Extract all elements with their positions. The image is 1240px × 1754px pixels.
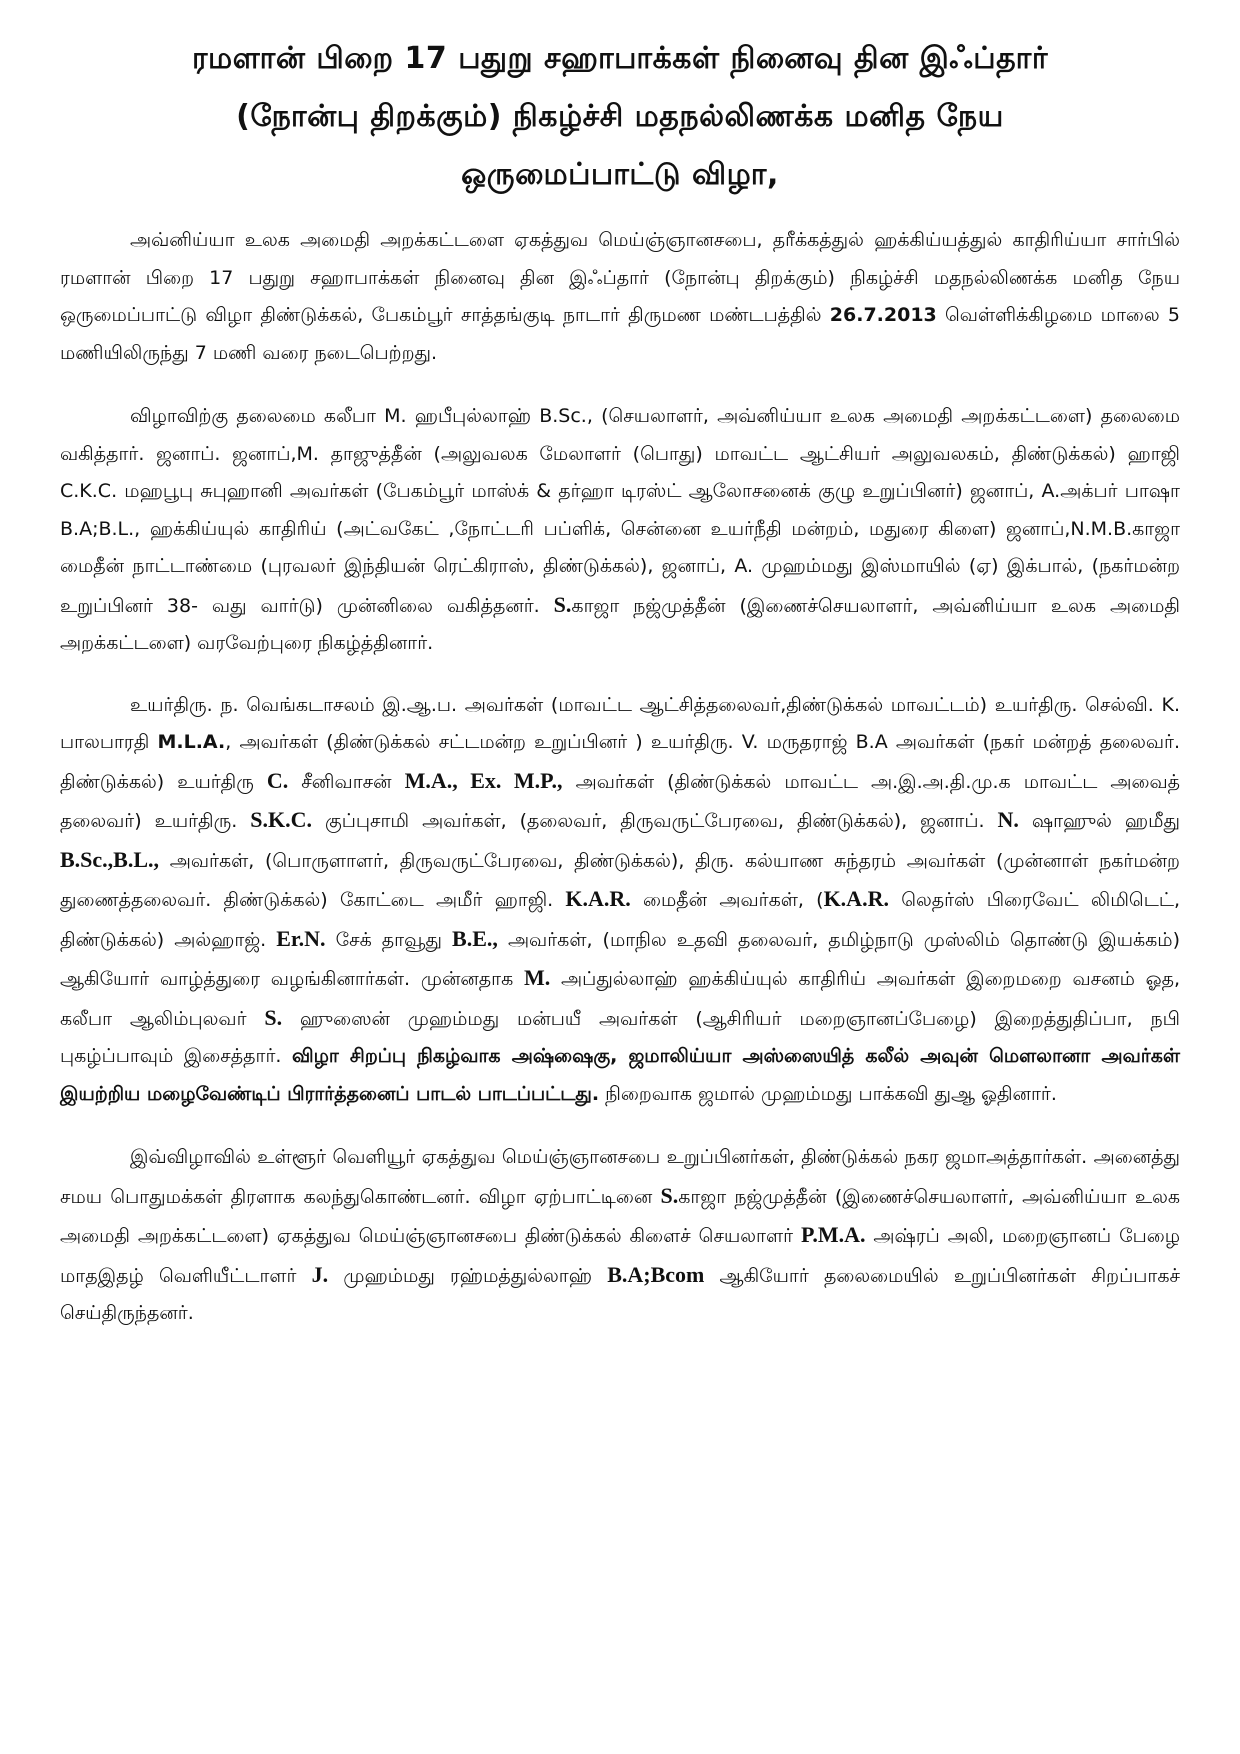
p4-pma: P.M.A.	[800, 1222, 866, 1247]
p4-text-3: அஷ்ரப் அலி, மறைஞானப் பேழை மாதஇதழ் வெளியீட்டாளர்	[60, 1225, 1180, 1287]
p3-m: M.	[524, 965, 551, 990]
p3-kar-2: K.A.R.	[823, 886, 889, 911]
p4-j: J.	[311, 1261, 329, 1287]
p4-text-5: ஆகியோர் தலைமையில் உறுப்பினர்கள் சிறப்பாகச் செய்திருந்தனர்.	[60, 1264, 1180, 1324]
p3-text-14: நிறைவாக ஜமால் முஹம்மது பாக்கவி துஆ ஓதினார்.	[599, 1082, 1057, 1105]
paragraph-2-initial: S.	[553, 591, 572, 617]
p3-kar-1: K.A.R.	[565, 886, 631, 911]
paragraph-1-text-b: வெள்ளிக்கிழமை மாலை 5 மணியிலிருந்து 7 மணி வரை நடைபெற்றது.	[60, 304, 1180, 364]
paragraph-1	[60, 222, 1180, 372]
paragraph-1-text-a: அவ்னிய்யா உலக அமைதி அறக்கட்டளை ஏகத்துவ மெய்ஞ்ஞானசபை, தரீக்கத்துல் ஹக்கிய்யத்துல் காதிரிய்யா சார்பில் ரமளான் பிறை 17 பதுறு சஹாபாக்கள் நினைவு தின இஃப்தார் (நோன்பு திறக்கும்) நிகழ்ச்சி மதநல்லிணக்க மனித நேய ஒருமைப்பாட்டு விழா திண்டுக்கல், பேகம்பூர் சாத்தங்குடி நாடார் திருமண மண்டபத்தில்	[60, 229, 1180, 326]
p3-text-4: அவர்கள் (திண்டுக்கல் மாவட்ட அ.இ.அ.தி.மு.க மாவட்ட அவைத் தலைவர்) உயர்திரு.	[60, 770, 1181, 832]
p3-s: S.	[264, 1004, 283, 1030]
p3-text-1: உயர்திரு. ந. வெங்கடாசலம் இ.ஆ.ப. அவர்கள் (மாவட்ட ஆட்சித்தலைவர்,திண்டுக்கல் மாவட்டம்) உயர்திரு. செல்வி. K. பாலபாரதி	[60, 693, 1180, 753]
p3-text-13: ஹுஸைன் முஹம்மது மன்பயீ அவர்கள் (ஆசிரியர் மறைஞானப்பேழை) இறைத்துதிப்பா, நபி புகழ்ப்பாவும் இசைத்தார்.	[60, 1007, 1180, 1067]
title-line-3: ஒருமைப்பாட்டு விழா,	[461, 157, 779, 192]
page-title	[60, 30, 1180, 204]
p4-text-4: முஹம்மது ரஹ்மத்துல்லாஹ்	[328, 1264, 608, 1287]
paragraph-2-text-b: காஜா நஜ்முத்தீன் (இணைச்செயலாளர், அவ்னிய்யா உலக அமைதி அறக்கட்டளை) வரவேற்புரை நிகழ்த்தினார்.	[60, 594, 1180, 654]
p3-ma-mp: M.A., Ex. M.P.,	[404, 767, 563, 793]
p3-bsc-bl: B.Sc.,B.L.,	[60, 846, 160, 872]
p3-text-6: ஷாஹுல் ஹமீது	[1018, 810, 1180, 832]
p3-text-3: சீனிவாசன்	[288, 770, 405, 793]
p3-mla: M.L.A.	[157, 731, 226, 753]
event-date: 26.7.2013	[829, 304, 937, 326]
p3-text-5: குப்புசாமி அவர்கள், (தலைவர், திருவருட்பேரவை, திண்டுக்கல்), ஜனாப்.	[311, 810, 998, 832]
p4-ba-bcom: B.A;Bcom	[607, 1261, 705, 1287]
p3-special-event: விழா சிறப்பு நிகழ்வாக அஷ்ஷைகு, ஜமாலிய்யா அஸ்ஸையித் கலீல் அவுன் மௌலானா அவர்கள் இயற்றிய மழைவேண்டிப் பிரார்த்தனைப் பாடல் பாடப்பட்டது.	[60, 1045, 1180, 1105]
p3-ern: Er.N.	[276, 925, 326, 951]
paragraph-4	[60, 1139, 1180, 1333]
paragraph-2	[60, 398, 1180, 663]
p3-text-10: சேக் தாவூது	[325, 928, 453, 951]
p3-skc: S.K.C.	[250, 807, 312, 832]
p3-text-11: அவர்கள், (மாநில உதவி தலைவர், தமிழ்நாடு முஸ்லிம் தொண்டு இயக்கம்) ஆகியோர் வாழ்த்துரை வழங்கினார்கள். முன்னதாக	[60, 928, 1180, 990]
p3-text-7: அவர்கள், (பொருளாளர், திருவருட்பேரவை, திண்டுக்கல்), திரு. கல்யாண சுந்தரம் அவர்கள் (முன்னாள் நகர்மன்ற துணைத்தலைவர். திண்டுக்கல்) கோட்டை அமீர் ஹாஜி.	[60, 849, 1180, 911]
p4-text-1: இவ்விழாவில் உள்ளூர் வெளியூர் ஏகத்துவ மெய்ஞ்ஞானசபை உறுப்பினர்கள், திண்டுக்கல் நகர ஜமாஅத்தார்கள். அனைத்து சமய பொதுமக்கள் திரளாக கலந்துகொண்டனர். விழா ஏற்பாட்டினை	[60, 1146, 1180, 1208]
title-line-2: (நோன்பு திறக்கும்) நிகழ்ச்சி மதநல்லிணக்க மனித நேய	[236, 99, 1004, 134]
p3-text-8: மைதீன் அவர்கள், (	[630, 889, 824, 911]
p3-text-9: லெதர்ஸ் பிரைவேட் லிமிடெட், திண்டுக்கல்) அல்ஹாஜ்.	[60, 889, 1180, 951]
paragraph-3	[60, 687, 1180, 1114]
p3-text-12: அப்துல்லாஹ் ஹக்கிய்யுல் காதிரிய் அவர்கள் இறைமறை வசனம் ஓத, கலீபா ஆலிம்புலவர்	[60, 968, 1180, 1030]
p3-be: B.E.,	[452, 925, 498, 951]
p3-n: N.	[997, 807, 1019, 832]
p3-text-2: , அவர்கள் (திண்டுக்கல் சட்டமன்ற உறுப்பினர் ) உயர்திரு. V. மருதராஜ் B.A அவர்கள் (நகர் மன்றத் தலைவர். திண்டுக்கல்) உயர்திரு	[60, 731, 1180, 793]
p3-c: C.	[266, 767, 289, 793]
p4-text-2: காஜா நஜ்முத்தீன் (இணைச்செயலாளர், அவ்னிய்யா உலக அமைதி அறக்கட்டளை) ஏகத்துவ மெய்ஞ்ஞானசபை திண்டுக்கல் கிளைச் செயலாளர்	[60, 1185, 1181, 1247]
p4-s: S.	[660, 1182, 679, 1208]
paragraph-2-text-a: விழாவிற்கு தலைமை கலீபா M. ஹபீபுல்லாஹ் B.Sc., (செயலாளர், அவ்னிய்யா உலக அமைதி அறக்கட்டளை) தலைமை வகித்தார். ஜனாப். ஜனாப்,M. தாஜுத்தீன் (அலுவலக மேலாளர் (பொது) மாவட்ட ஆட்சியர் அலுவலகம், திண்டுக்கல்) ஹாஜி C.K.C. மஹபூபு சுபுஹானி அவர்கள் (பேகம்பூர் மாஸ்க் & தர்ஹா டிரஸ்ட் ஆலோசனைக் குழு உறுப்பினர்) ஜனாப், A.அக்பர் பாஷா B.A;B.L., ஹக்கிய்யுல் காதிரிய் (அட்வகேட் ,நோட்டரி பப்ளிக், சென்னை உயர்நீதி மன்றம், மதுரை கிளை) ஜனாப்,N.M.B.காஜா மைதீன் நாட்டாண்மை (புரவலர் இந்தியன் ரெட்கிராஸ், திண்டுக்கல்), ஜனாப், A. முஹம்மது இஸ்மாயில் (ஏ) இக்பால், (நகர்மன்ற உறுப்பினர் 38- வது வார்டு) முன்னிலை வகித்தனர்.	[60, 405, 1180, 617]
title-line-1: ரமளான் பிறை 17 பதுறு சஹாபாக்கள் நினைவு தின இஃப்தார்	[191, 41, 1049, 76]
